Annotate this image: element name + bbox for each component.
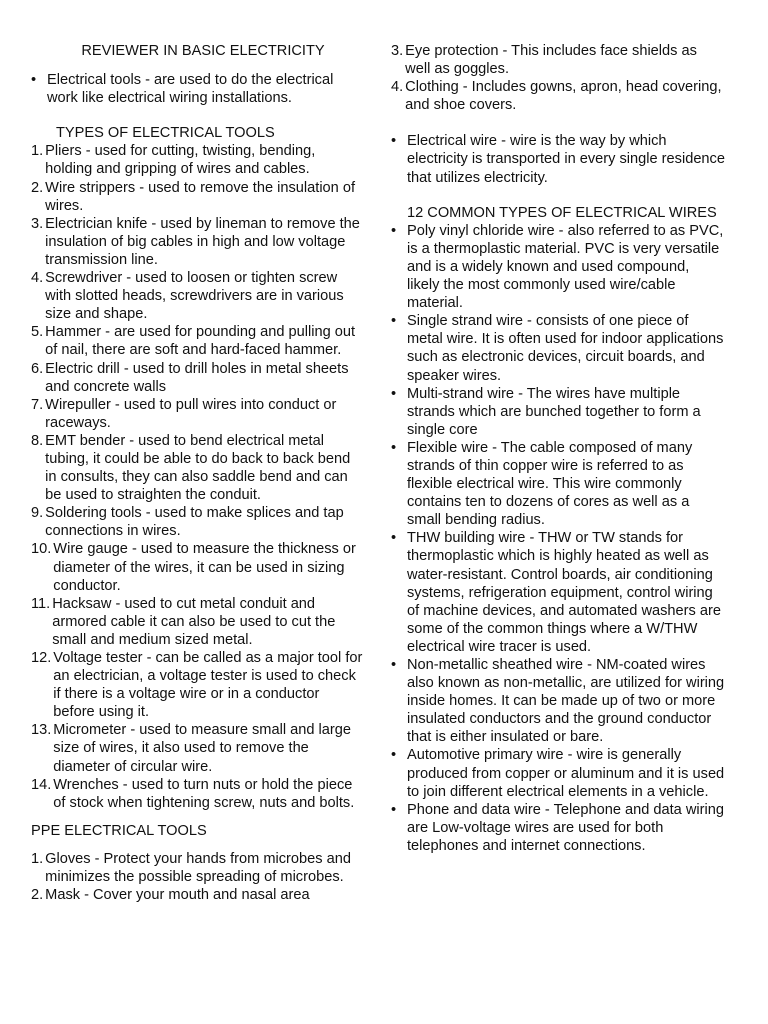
list-item <box>31 595 363 649</box>
list-number: 1. <box>31 143 44 160</box>
list-text: Hammer - are used for pounding and pulling out of nail, there are soft and hard-faced hammer. <box>45 324 356 359</box>
list-text: Electric drill - used to drill holes in metal sheets and concrete walls <box>45 360 349 395</box>
list-item <box>31 323 363 359</box>
list-text: Voltage tester - can be called as a major tool for an electrician, a voltage tester is used to check if there is a voltage wire or in a conductor before using it. <box>53 650 363 721</box>
list-text: Screwdriver - used to loosen or tighten screw with slotted heads, screwdrivers are in various size and shape. <box>45 270 344 323</box>
list-text: Mask - Cover your mouth and nasal area <box>45 887 310 904</box>
list-item <box>31 71 363 107</box>
bullet-icon: • <box>391 133 397 150</box>
list-number: 4. <box>391 79 404 96</box>
bullet-icon: • <box>391 222 397 239</box>
list-item <box>31 850 363 886</box>
list-item <box>31 215 363 269</box>
bullet-icon: • <box>391 313 397 330</box>
list-text: EMT bender - used to bend electrical metal tubing, it could be able to do back to back bend in consults, they can also saddle bend and can be used to straighten the conduit. <box>45 432 351 504</box>
list-number: 7. <box>31 396 44 413</box>
list-text: Soldering tools - used to make splices and tap connections in wires. <box>45 505 344 540</box>
list-text: Flexible wire - The cable composed of many strands of thin copper wire is referred to as flexible electrical wire. This wire commonly contains ten to dozens of cores as well as a small bending radius. <box>407 439 693 529</box>
bullet-icon: • <box>391 657 397 673</box>
list-number: 9. <box>31 505 44 522</box>
list-text: Hacksaw - used to cut metal conduit and armored cable it can also be used to cut the small and medium sized metal. <box>52 595 336 648</box>
list-number: 12. <box>31 650 52 666</box>
list-text: Non-metallic sheathed wire - NM-coated wires also known as non-metallic, are utilized for wiring inside homes. It can be made up of two or more insulated conductors and the ground conductor that is either insulated or bare. <box>407 657 725 746</box>
list-item <box>391 78 725 114</box>
list-number: 3. <box>31 215 44 232</box>
list-text: Electrician knife - used by lineman to remove the insulation of big cables in high and low voltage transmission line. <box>45 215 360 268</box>
list-item <box>31 540 363 594</box>
list-number: 11. <box>31 595 51 612</box>
intro-text: Electrical tools - are used to do the electrical work like electrical wiring installations. <box>47 72 334 107</box>
wires-list <box>391 222 725 855</box>
list-text: THW building wire - THW or TW stands for thermoplastic which is highly heated as well as water-resistant. Control boards, air conditioning systems, refrigeration equipment, control wiring of machine devices, and automated washers are some of the common things where a W/THW electrical wire tracer is used. <box>407 530 721 655</box>
list-item <box>391 222 725 312</box>
list-item <box>31 721 363 775</box>
list-number: 13. <box>31 722 52 739</box>
list-number: 8. <box>31 432 44 449</box>
list-item <box>391 529 725 656</box>
list-text: Clothing - Includes gowns, apron, head covering, and shoe covers. <box>405 79 722 114</box>
list-text: Wirepuller - used to pull wires into conduct or raceways. <box>45 396 337 431</box>
list-item <box>31 432 363 504</box>
list-text: Eye protection - This includes face shields as well as goggles. <box>405 43 697 78</box>
list-number: 5. <box>31 324 44 341</box>
list-number: 2. <box>31 179 44 196</box>
list-item <box>31 776 363 812</box>
wires-heading: 12 COMMON TYPES OF ELECTRICAL WIRES <box>407 204 717 221</box>
list-item <box>391 42 725 78</box>
list-text: Micrometer - used to measure small and large size of wires, it also used to remove the diameter of circular wire. <box>53 722 351 775</box>
list-text: Gloves - Protect your hands from microbes and minimizes the possible spreading of microbes. <box>45 850 351 886</box>
ppe-list-continued <box>391 42 725 114</box>
list-item <box>31 396 363 432</box>
list-item <box>391 312 725 384</box>
list-item <box>391 656 725 746</box>
list-text: Wire gauge - used to measure the thickness or diameter of the wires, it can be used in sizing conductor. <box>53 541 356 594</box>
bullet-icon: • <box>391 439 397 456</box>
list-text: Multi-strand wire - The wires have multiple strands which are bunched together to form a single core <box>407 385 701 438</box>
list-item <box>391 385 725 439</box>
bullet-icon: • <box>391 747 397 764</box>
list-number: 1. <box>31 850 44 867</box>
right-column <box>391 42 725 855</box>
list-item <box>31 360 363 396</box>
list-number: 10. <box>31 541 52 558</box>
bullet-icon: • <box>31 72 37 89</box>
tools-list <box>31 142 363 811</box>
left-column <box>31 42 363 904</box>
list-item <box>31 886 363 904</box>
list-text: Pliers - used for cutting, twisting, bending, holding and gripping of wires and cables. <box>45 143 316 178</box>
list-number: 4. <box>31 270 44 287</box>
wire-intro-text: Electrical wire - wire is the way by which electricity is transported in every single residence that utilizes electricity. <box>407 133 725 186</box>
list-text: Automotive primary wire - wire is generally produced from copper or aluminum and it is used to join different electrical elements in a vehicle. <box>407 747 725 800</box>
list-item <box>31 142 363 178</box>
ppe-list <box>31 850 363 904</box>
list-text: Poly vinyl chloride wire - also referred to as PVC, is a thermoplastic material. PVC is very versatile and is a widely known and used compound, likely the most commonly used wire/cable material. <box>407 222 724 312</box>
list-text: Wire strippers - used to remove the insulation of wires. <box>45 179 356 214</box>
bullet-icon: • <box>391 801 397 818</box>
list-number: 6. <box>31 360 44 377</box>
list-item <box>31 269 363 323</box>
document-title: REVIEWER IN BASIC ELECTRICITY <box>81 43 325 59</box>
list-text: Single strand wire - consists of one piece of metal wire. It is often used for indoor applications such as electronic devices, circuit boards, and speaker wires. <box>407 313 724 384</box>
list-item <box>31 504 363 540</box>
list-number: 14. <box>31 776 52 793</box>
list-item <box>391 746 725 800</box>
list-item <box>391 801 725 855</box>
list-item <box>31 649 363 721</box>
list-number: 2. <box>31 887 44 904</box>
list-number: 3. <box>391 43 404 59</box>
list-text: Phone and data wire - Telephone and data wiring are Low-voltage wires are used for both telephones and internet connections. <box>407 801 724 854</box>
tools-heading: TYPES OF ELECTRICAL TOOLS <box>56 125 275 142</box>
list-item <box>31 179 363 215</box>
ppe-heading: PPE ELECTRICAL TOOLS <box>31 822 207 839</box>
bullet-icon: • <box>391 530 397 547</box>
list-item <box>391 439 725 529</box>
list-item <box>391 132 725 186</box>
list-text: Wrenches - used to turn nuts or hold the piece of stock when tightening screw, nuts and bolts. <box>53 776 355 811</box>
bullet-icon: • <box>391 385 397 402</box>
